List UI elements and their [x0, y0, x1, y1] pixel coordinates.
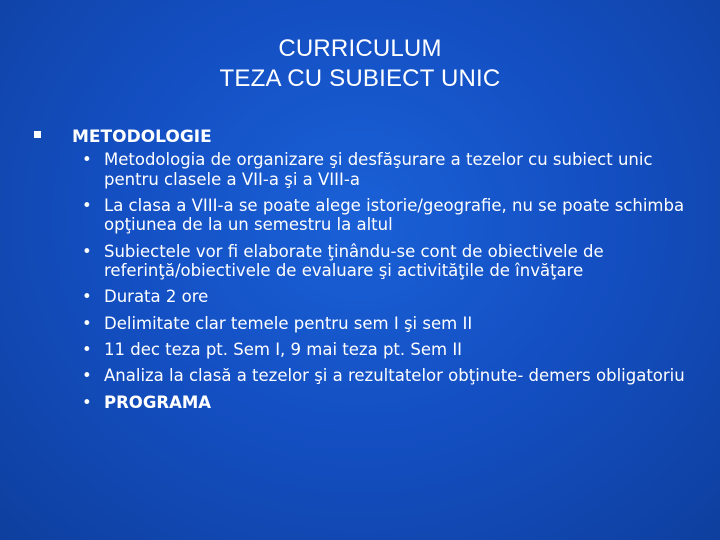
sub-list-item — [72, 242, 694, 281]
sub-list-item-text: 11 dec teza pt. Sem I, 9 mai teza pt. Sem II — [104, 339, 463, 359]
slide-content — [34, 124, 694, 419]
square-bullet-icon — [34, 131, 41, 138]
sub-list-item — [72, 340, 694, 360]
sub-list — [72, 150, 694, 412]
sub-list-item-text: Subiectele vor fi elaborate ţinându-se cont de obiectivele de referinţă/obiectivele de evaluare şi activităţile de învăţare — [104, 241, 604, 281]
sub-list-item — [72, 366, 694, 386]
main-list-item — [34, 124, 694, 412]
sub-list-item-text-programa: PROGRAMA — [104, 392, 212, 412]
dot-bullet-icon: • — [82, 150, 92, 169]
dot-bullet-icon: • — [82, 366, 92, 386]
sub-list-item — [72, 314, 694, 334]
dot-bullet-icon: • — [82, 195, 92, 215]
section-heading: METODOLOGIE — [72, 127, 212, 147]
dot-bullet-icon: • — [82, 241, 92, 261]
dot-bullet-icon: • — [82, 339, 92, 359]
title-line-1: CURRICULUM — [278, 35, 442, 62]
slide-title — [0, 34, 720, 94]
sub-list-item — [72, 287, 694, 307]
sub-list-item-text: La clasa a VIII-a se poate alege istorie/geografie, nu se poate schimba opţiunea de la un semestru la altul — [104, 195, 685, 235]
dot-bullet-icon: • — [82, 392, 92, 412]
dot-bullet-icon: • — [82, 313, 92, 333]
sub-list-item-text: Durata 2 ore — [104, 287, 209, 307]
dot-bullet-icon: • — [82, 287, 92, 307]
sub-list-item — [72, 393, 694, 413]
sub-list-item — [72, 150, 694, 189]
sub-list-item-text: Metodologia de organizare şi desfăşurare a tezelor cu subiect unic pentru clasele a VII-a şi a VIII-a — [104, 150, 653, 189]
sub-list-item-text: Delimitate clar temele pentru sem I şi sem II — [104, 313, 473, 333]
sub-list-item-text: Analiza la clasă a tezelor şi a rezultatelor obţinute- demers obligatoriu — [104, 366, 685, 386]
title-line-2: TEZA CU SUBIECT UNIC — [219, 65, 501, 92]
sub-list-item — [72, 196, 694, 235]
